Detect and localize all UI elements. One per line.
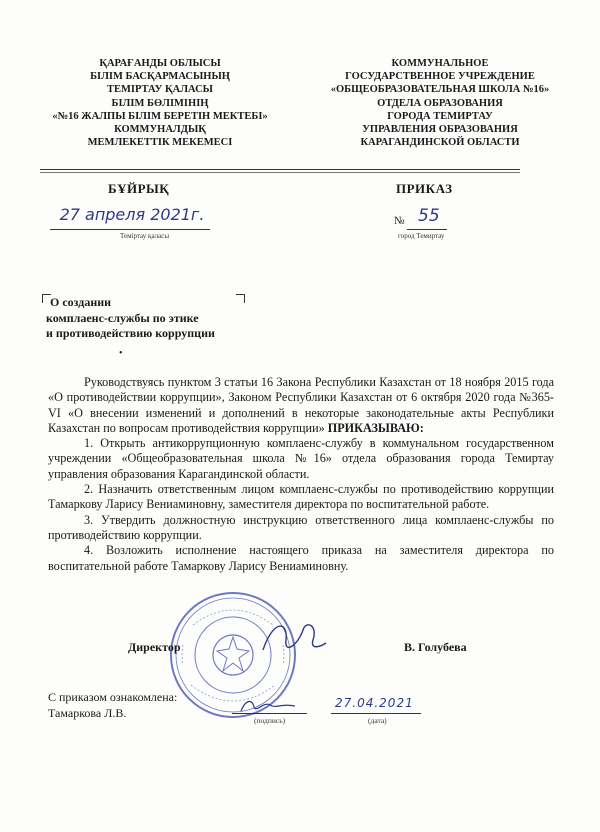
- caption-signature: (подпись): [254, 716, 286, 725]
- subject-line: комплаенс-службы по этике: [46, 310, 199, 325]
- date-underline-ack: [331, 713, 421, 714]
- header-russian-line: УПРАВЛЕНИЯ ОБРАЗОВАНИЯ: [362, 124, 518, 136]
- director-signature: [258, 615, 328, 660]
- place-kazakh: Темiртау қаласы: [120, 232, 170, 240]
- command-word: ПРИКАЗЫВАЮ:: [327, 420, 424, 435]
- bullet-mark: •: [119, 348, 123, 359]
- order-number-sign: №: [394, 215, 405, 227]
- header-kazakh: [40, 57, 280, 149]
- header-kazakh-line: МЕМЛЕКЕТТІК МЕКЕМЕСІ: [87, 137, 233, 149]
- doc-type-russian: ПРИКАЗ: [396, 181, 453, 196]
- signature-name: В. Голубева: [404, 640, 467, 654]
- header-kazakh-line: «№16 ЖАЛПЫ БІЛІМ БЕРЕТІН МЕКТЕБІ»: [52, 110, 268, 122]
- doc-type-kazakh: БҰЙРЫҚ: [108, 181, 170, 196]
- order-item: 4. Возложить исполнение настоящего приказа на заместителя директора по воспитательной работе Тамаркову Ларису Вениаминовну.: [48, 543, 554, 573]
- subject-line: и противодействию коррупции: [46, 326, 215, 340]
- order-item: 1. Открыть антикоррупционную комплаенс-службу в коммунальном государственном учреждении «Общеобразовательная школа №16» отдела образования города Темиртау управления образования Карагандинской области.: [48, 436, 554, 481]
- order-date-handwritten: 27 апреля 2021г.: [59, 205, 205, 224]
- order-item: 2. Назначить ответственным лицом комплаенс-службы по противодействию коррупции Тамаркову Ларису Вениаминовну, заместителя директора по воспитательной работе.: [48, 482, 554, 512]
- subject-bracket-right: [236, 294, 245, 303]
- number-underline: [407, 229, 447, 230]
- header-kazakh-line: БІЛІМ БӨЛІМІНІҢ: [111, 97, 209, 109]
- date-underline: [50, 229, 210, 230]
- header-russian-line: КОММУНАЛЬНОЕ: [391, 58, 489, 69]
- acknowledgement-name: Тамаркова Л.В.: [48, 706, 127, 720]
- place-russian: город Темиртау: [398, 232, 445, 240]
- caption-date: (дата): [368, 716, 387, 725]
- header-kazakh-line: КОММУНАЛДЫҚ: [114, 124, 206, 136]
- header-kazakh-line: ТЕМІРТАУ ҚАЛАСЫ: [107, 84, 213, 96]
- header-kazakh-line: ҚАРАҒАНДЫ ОБЛЫСЫ: [99, 58, 221, 69]
- header-divider-thin: [40, 172, 520, 173]
- subject-line: О создании: [50, 295, 112, 309]
- signature-title: Директор: [128, 640, 181, 654]
- header-divider: [40, 169, 520, 170]
- header-kazakh-line: БІЛІМ БАСҚАРМАСЫНЫҢ: [90, 71, 230, 83]
- acknowledgement-label: С приказом ознакомлена:: [48, 690, 178, 704]
- header-russian: [295, 57, 585, 149]
- acknowledgement-date-handwritten: 27.04.2021: [335, 696, 414, 710]
- header-russian-line: «ОБЩЕОБРАЗОВАТЕЛЬНАЯ ШКОЛА №16»: [330, 84, 550, 96]
- signature-underline: [232, 713, 307, 714]
- header-russian-line: ГОСУДАРСТВЕННОЕ УЧРЕЖДЕНИЕ: [345, 71, 535, 83]
- preamble-paragraph: [48, 375, 554, 436]
- order-subject: [46, 295, 215, 342]
- header-russian-line: ГОРОДА ТЕМИРТАУ: [387, 110, 493, 122]
- order-item: 3. Утвердить должностную инструкцию ответственного лица комплаенс-службы по противодействию коррупции.: [48, 512, 554, 542]
- preamble-text: Руководствуясь пунктом 3 статьи 16 Закона Республики Казахстан от 18 ноября 2015 года «О противодействии коррупции», Законом Республики Казахстан от 6 октября 2020 года №365-VI «О внесении изменений и дополнений в некоторые законодательные акты Республики Казахстан по вопросам противодействия коррупции»: [48, 375, 554, 435]
- order-body: [48, 375, 554, 574]
- header-russian-line: ОТДЕЛА ОБРАЗОВАНИЯ: [377, 97, 503, 109]
- order-number-handwritten: 55: [418, 206, 440, 226]
- header-russian-line: КАРАГАНДИНСКОЙ ОБЛАСТИ: [360, 137, 520, 149]
